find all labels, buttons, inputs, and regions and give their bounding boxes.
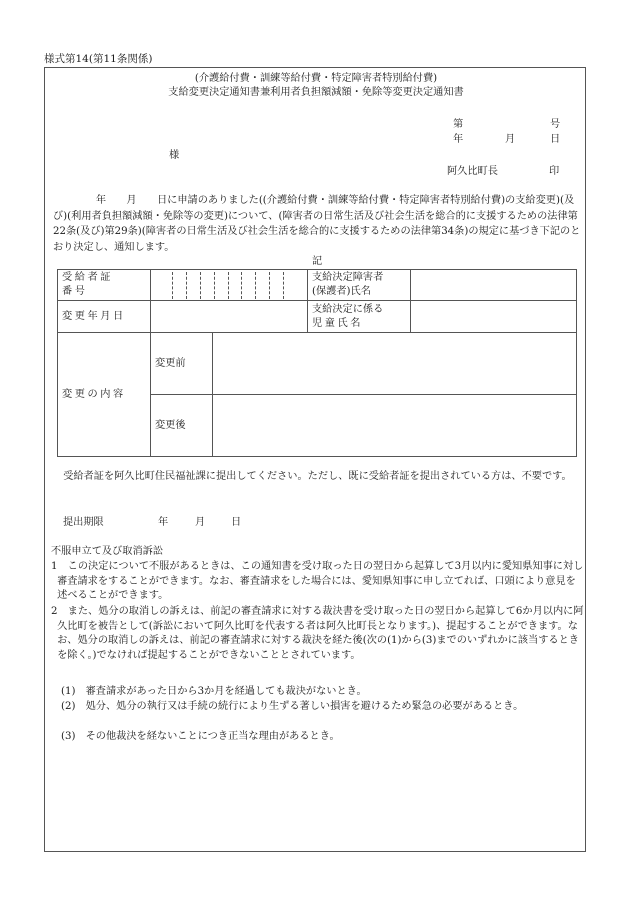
before-value	[213, 333, 577, 395]
recipient-label-line-1: 支給決定障害者	[312, 272, 384, 284]
cert-label-line-1: 受給者証	[62, 272, 113, 284]
child-label-line-2: 児童氏名	[312, 317, 363, 329]
issuer-name: 阿久比町長	[447, 166, 498, 177]
recipient-label-cell	[308, 270, 411, 301]
table-row	[58, 301, 577, 333]
change-date-label: 変更年月日	[58, 301, 151, 333]
change-content-label: 変更の内容	[58, 333, 151, 457]
title-line-2: 支給変更決定通知書兼利用者負担額減額・免除等変更決定通知書	[168, 87, 464, 98]
appeal-item-1: (1) 審査請求があった日から3か月を経過しても裁決がないとき。	[61, 686, 367, 697]
date-month: 月	[505, 134, 516, 145]
appeal-heading: 不服申立て及び取消訴訟	[51, 546, 164, 557]
child-label-line-1: 支給決定に係る	[312, 303, 384, 315]
recipient-name-cell	[411, 270, 577, 301]
appeal-paragraph-1: 1 この決定について不服があるときは、この通知書を受け取った日の翌日から起算して3月以内に愛知県知事に対し審査請求をすることができます。なお、審査請求をした場合には、愛知県知事に申し立てれば、口頭により意見を述べることができます。	[51, 561, 584, 602]
number-prefix: 第	[453, 119, 464, 130]
appeal-item-3: (3) その他裁決を経ないことにつき正当な理由があるとき。	[61, 731, 340, 742]
deadline-month: 月	[195, 517, 206, 528]
number-suffix: 号	[550, 119, 561, 130]
child-name-cell	[411, 301, 577, 333]
deadline-year: 年	[158, 517, 169, 528]
deadline-day: 日	[231, 517, 242, 528]
date-year: 年	[453, 134, 464, 145]
title-line-1: (介護給付費・訓練等給付費・特定障害者特別給付費)	[194, 73, 438, 84]
notice-frame	[44, 67, 586, 852]
appeal-paragraph-2: 2 また、処分の取消しの訴えは、前記の審査請求に対する裁決書を受け取った日の翌日から起算して6か月以内に阿久比町を被告として(訴訟において阿久比町を代表する者は阿久比町長となります。)、提起することができます。なお、処分の取消しの訴えは、前記の審査請求に対する裁決を経た後(次の(1)から(3)までのいずれかに該当するときを除く。)でなければ提起することができないこととされています。	[51, 606, 584, 661]
seal-mark: 印	[549, 166, 560, 177]
cert-number-cells	[151, 270, 308, 301]
submit-note: 受給者証を阿久比町住民福祉課に提出してください。ただし、既に受給者証を提出されている方は、不要です。	[63, 471, 572, 482]
ki-marker: 記	[312, 256, 323, 267]
date-day: 日	[550, 134, 561, 145]
table-row	[58, 270, 577, 301]
appeal-item-2: (2) 処分、処分の執行又は手続の続行により生ずる著しい損害を避けるため緊急の必要があるとき。	[61, 701, 524, 712]
cert-label-line-2: 番号	[62, 286, 88, 297]
body-text: 年 月 日に申請のありました((介護給付費・訓練等給付費・特定障害者特別給付費)の支給変更)(及び)(利用者負担額減額・免除等の変更)について、(障害者の日常生活及び社会生活を総合的に支援するための法律第22条(及び)第29条)(障害者の日常生活及び社会生活を総合的に支援するための法律第34条)の規定に基づき下記のとおり決定し、通知します。	[53, 195, 581, 253]
after-value	[213, 395, 577, 457]
change-table	[57, 269, 577, 457]
deadline-label: 提出期限	[63, 517, 104, 528]
recipient-label-line-2: (保護者)氏名	[312, 286, 371, 297]
change-date-value	[151, 301, 308, 333]
cert-label-cell	[58, 270, 151, 301]
child-label-cell	[308, 301, 411, 333]
table-row	[58, 333, 577, 395]
addressee-suffix: 様	[169, 150, 180, 161]
form-label: 様式第14(第11条関係)	[44, 53, 153, 65]
before-label: 変更前	[151, 333, 213, 395]
after-label: 変更後	[151, 395, 213, 457]
